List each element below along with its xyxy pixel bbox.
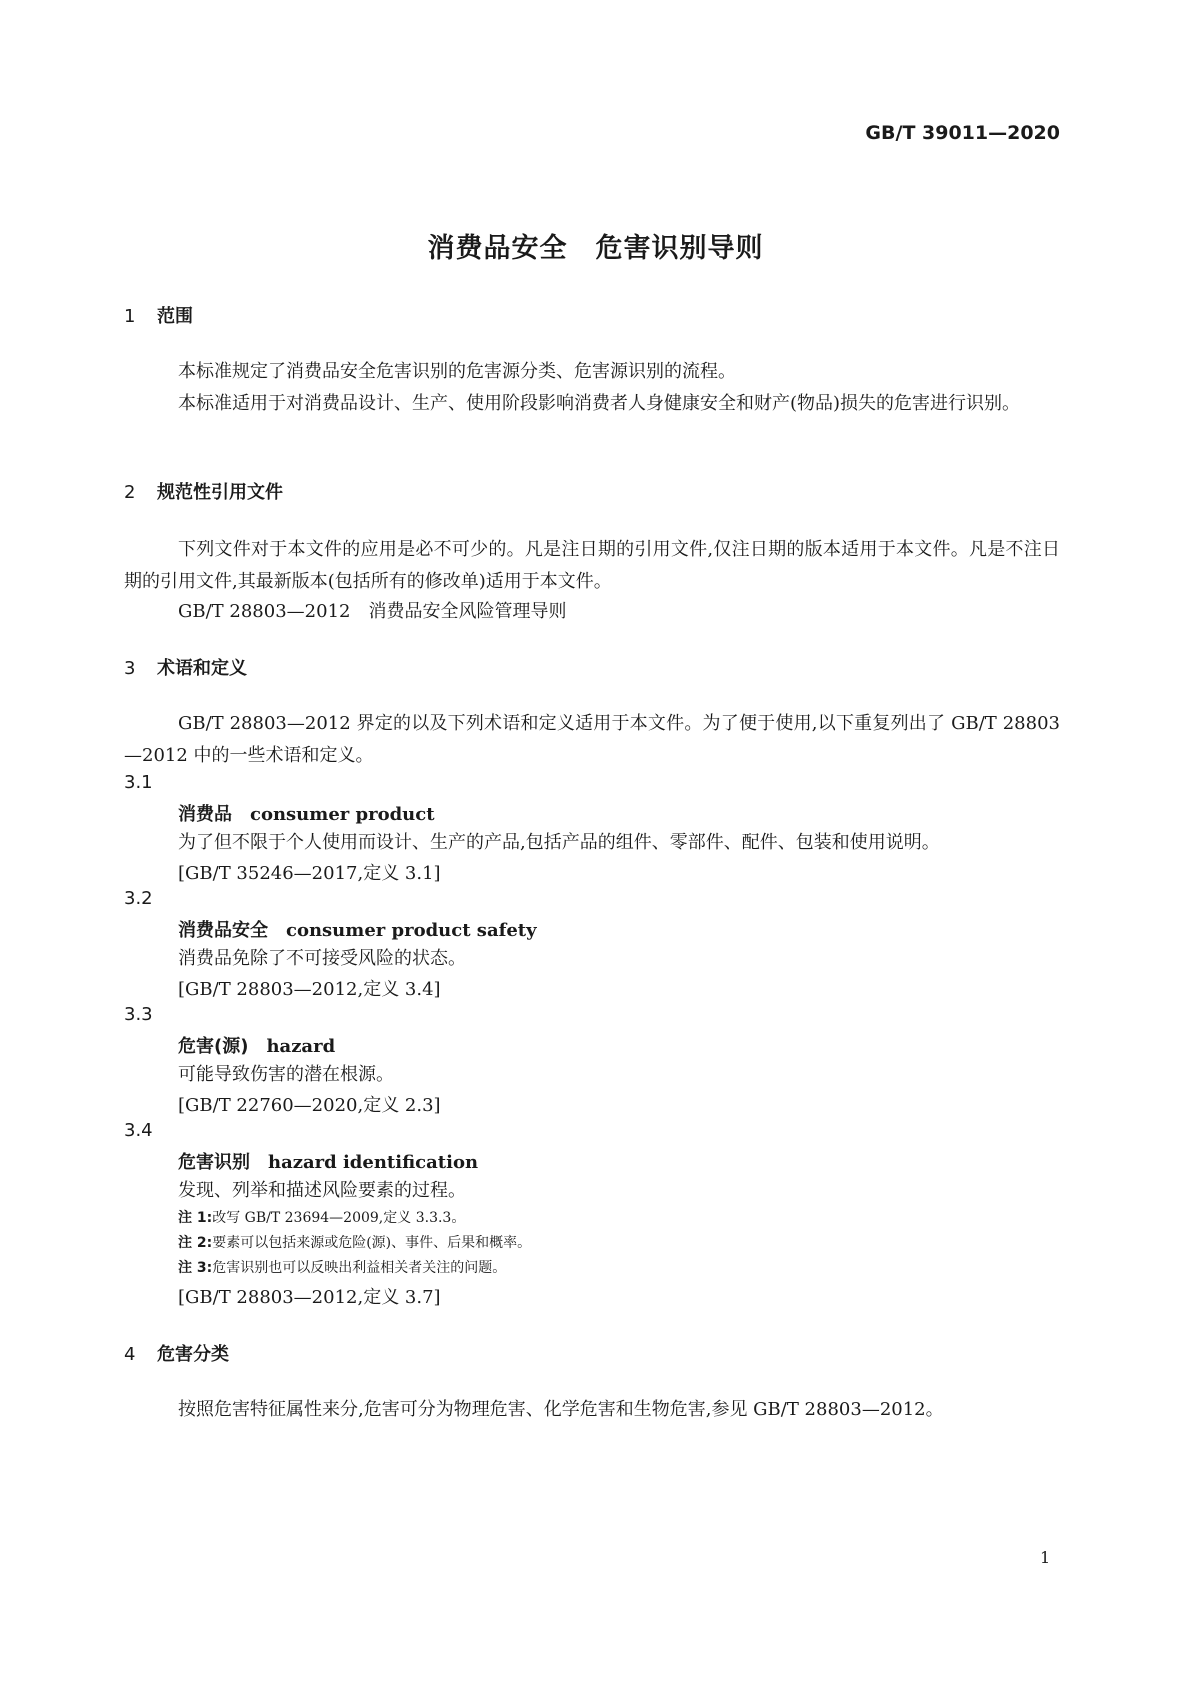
term-definition: 为了但不限于个人使用而设计、生产的产品,包括产品的组件、零部件、配件、包装和使用说明。 — [178, 832, 940, 853]
page-number: 1 — [1040, 1548, 1051, 1567]
note-label: 注 2: — [178, 1235, 213, 1251]
document-title: 消费品安全 危害识别导则 — [427, 233, 764, 264]
note-label: 注 1: — [178, 1210, 213, 1226]
section-title: 术语和定义 — [157, 658, 247, 679]
term-definition: 可能导致伤害的潜在根源。 — [178, 1064, 394, 1085]
term-english: consumer product safety — [286, 920, 537, 941]
section-2-heading — [124, 478, 283, 504]
section-title: 范围 — [157, 306, 193, 327]
note-text: 危害识别也可以反映出利益相关者关注的问题。 — [212, 1260, 507, 1276]
term-number: 3.4 — [124, 1120, 153, 1141]
section-4-heading — [124, 1340, 229, 1366]
term-english: consumer product — [250, 804, 435, 825]
section-title: 危害分类 — [157, 1344, 229, 1365]
term-source: [GB/T 28803—2012,定义 3.4] — [178, 979, 441, 1000]
section-number: 3 — [124, 658, 136, 679]
note-1 — [178, 1207, 465, 1227]
term-number: 3.3 — [124, 1004, 153, 1025]
term-definition: 消费品免除了不可接受风险的状态。 — [178, 948, 466, 969]
term-number: 3.2 — [124, 888, 153, 909]
term-heading — [178, 1032, 335, 1058]
term-english: hazard identification — [268, 1152, 479, 1173]
section-4-paragraph-1: 按照危害特征属性来分,危害可分为物理危害、化学危害和生物危害,参见 GB/T 28803—2012。 — [178, 1399, 944, 1420]
term-chinese: 消费品安全 — [178, 920, 268, 941]
note-label: 注 3: — [178, 1260, 213, 1276]
term-source: [GB/T 22760—2020,定义 2.3] — [178, 1095, 441, 1116]
term-heading — [178, 1148, 478, 1174]
term-number: 3.1 — [124, 772, 153, 793]
term-heading — [178, 800, 435, 826]
section-3-heading — [124, 654, 247, 680]
term-english: hazard — [266, 1036, 336, 1057]
term-chinese: 危害(源) — [178, 1036, 249, 1057]
section-2-paragraph-1: 下列文件对于本文件的应用是必不可少的。凡是注日期的引用文件,仅注日期的版本适用于本文件。凡是不注日期的引用文件,其最新版本(包括所有的修改单)适用于本文件。 — [124, 539, 1060, 592]
note-text: 改写 GB/T 23694—2009,定义 3.3.3。 — [212, 1210, 466, 1226]
term-definition: 发现、列举和描述风险要素的过程。 — [178, 1180, 466, 1201]
note-text: 要素可以包括来源或危险(源)、事件、后果和概率。 — [212, 1235, 532, 1251]
term-heading — [178, 916, 537, 942]
note-3 — [178, 1257, 506, 1277]
section-3-paragraph-1: GB/T 28803—2012 界定的以及下列术语和定义适用于本文件。为了便于使用,以下重复列出了 GB/T 28803—2012 中的一些术语和定义。 — [124, 713, 1060, 766]
section-1-paragraph-2: 本标准适用于对消费品设计、生产、使用阶段影响消费者人身健康安全和财产(物品)损失的危害进行识别。 — [178, 393, 1021, 414]
term-chinese: 消费品 — [178, 804, 232, 825]
normative-reference: GB/T 28803—2012 消费品安全风险管理导则 — [178, 601, 567, 622]
section-number: 4 — [124, 1344, 136, 1365]
section-1-heading — [124, 302, 193, 328]
term-source: [GB/T 35246—2017,定义 3.1] — [178, 863, 441, 884]
note-2 — [178, 1232, 531, 1252]
section-number: 2 — [124, 482, 136, 503]
section-number: 1 — [124, 306, 136, 327]
term-source: [GB/T 28803—2012,定义 3.7] — [178, 1287, 441, 1308]
standard-code: GB/T 39011—2020 — [865, 122, 1060, 144]
term-chinese: 危害识别 — [178, 1152, 250, 1173]
section-title: 规范性引用文件 — [157, 482, 283, 503]
section-1-paragraph-1: 本标准规定了消费品安全危害识别的危害源分类、危害源识别的流程。 — [178, 361, 736, 382]
